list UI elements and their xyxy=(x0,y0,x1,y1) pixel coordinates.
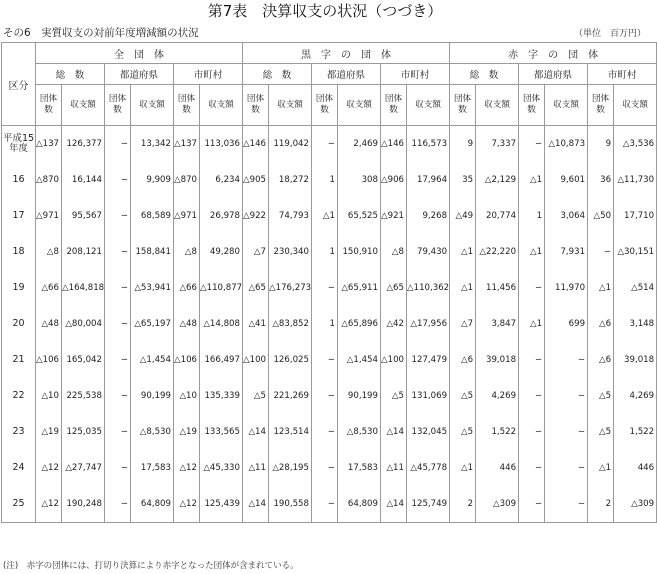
cell-amount: 90,199 xyxy=(131,378,174,414)
row-year: 22 xyxy=(2,378,36,414)
table-row xyxy=(2,450,657,486)
header-count: 団体数 xyxy=(105,85,131,126)
cell-count: 1 xyxy=(312,162,338,198)
cell-amount: 64,809 xyxy=(338,486,381,523)
cell-amount: 308 xyxy=(338,162,381,198)
header-count: 団体数 xyxy=(36,85,62,126)
cell-amount: 2,469 xyxy=(338,126,381,163)
header-amount: 収支額 xyxy=(545,85,588,126)
cell-amount: △1,454 xyxy=(338,342,381,378)
cell-amount: △83,852 xyxy=(269,306,312,342)
cell-amount: 65,525 xyxy=(338,198,381,234)
header-count: 団体数 xyxy=(381,85,407,126)
cell-count: △19 xyxy=(174,414,200,450)
cell-count: △5 xyxy=(450,414,476,450)
cell-count: △7 xyxy=(450,306,476,342)
cell-amount: 9,909 xyxy=(131,162,174,198)
cell-count: △146 xyxy=(381,126,407,163)
cell-count: − xyxy=(519,450,545,486)
cell-count: △65 xyxy=(381,270,407,306)
cell-count: △5 xyxy=(588,414,614,450)
header-subgroup-municipality: 市町村 xyxy=(174,64,243,85)
cell-count: △12 xyxy=(36,450,62,486)
cell-amount: 9,268 xyxy=(407,198,450,234)
cell-count: △137 xyxy=(36,126,62,163)
cell-amount: 4,269 xyxy=(614,378,657,414)
cell-amount: △14,808 xyxy=(200,306,243,342)
header-count: 団体数 xyxy=(519,85,545,126)
row-year: 23 xyxy=(2,414,36,450)
cell-count: △48 xyxy=(36,306,62,342)
cell-count: 9 xyxy=(588,126,614,163)
cell-count: − xyxy=(105,450,131,486)
cell-amount: 90,199 xyxy=(338,378,381,414)
cell-count: △146 xyxy=(243,126,269,163)
cell-count: △19 xyxy=(36,414,62,450)
cell-amount: △309 xyxy=(476,486,519,523)
cell-count: △6 xyxy=(588,306,614,342)
header-count: 団体数 xyxy=(243,85,269,126)
cell-count: 1 xyxy=(519,198,545,234)
cell-amount: 3,847 xyxy=(476,306,519,342)
cell-amount: 158,841 xyxy=(131,234,174,270)
cell-count: − xyxy=(588,234,614,270)
header-subgroup-total: 総 数 xyxy=(243,64,312,85)
cell-amount: 7,337 xyxy=(476,126,519,163)
cell-amount: 9,601 xyxy=(545,162,588,198)
cell-amount: 699 xyxy=(545,306,588,342)
cell-amount: △65,911 xyxy=(338,270,381,306)
cell-amount: △8,530 xyxy=(131,414,174,450)
cell-count: △971 xyxy=(174,198,200,234)
cell-amount: 135,339 xyxy=(200,378,243,414)
cell-count: 35 xyxy=(450,162,476,198)
cell-amount: △53,941 xyxy=(131,270,174,306)
cell-count: − xyxy=(519,342,545,378)
header-amount: 収支額 xyxy=(269,85,312,126)
cell-amount: 126,025 xyxy=(269,342,312,378)
cell-count: − xyxy=(105,162,131,198)
cell-count: 36 xyxy=(588,162,614,198)
cell-count: △921 xyxy=(381,198,407,234)
header-amount: 収支額 xyxy=(131,85,174,126)
cell-count: − xyxy=(105,486,131,523)
cell-count: − xyxy=(312,450,338,486)
cell-count: − xyxy=(312,378,338,414)
cell-amount: △2,129 xyxy=(476,162,519,198)
cell-amount: 17,964 xyxy=(407,162,450,198)
cell-amount: 125,035 xyxy=(62,414,105,450)
row-year: 平成15年度 xyxy=(2,126,36,163)
cell-amount: − xyxy=(545,450,588,486)
header-subgroup-total: 総 数 xyxy=(450,64,519,85)
cell-count: △8 xyxy=(174,234,200,270)
cell-count: △1 xyxy=(450,450,476,486)
cell-count: △7 xyxy=(243,234,269,270)
cell-count: − xyxy=(519,378,545,414)
table-row xyxy=(2,126,657,163)
cell-amount: 150,910 xyxy=(338,234,381,270)
cell-count: 2 xyxy=(450,486,476,523)
table-subtitle: その6 実質収支の対前年度増減額の状況 xyxy=(3,27,199,39)
table-row xyxy=(2,414,657,450)
cell-count: − xyxy=(105,378,131,414)
header-group-all: 全 団 体 xyxy=(36,43,243,64)
cell-count: − xyxy=(312,126,338,163)
cell-amount: △45,330 xyxy=(200,450,243,486)
cell-amount: 132,045 xyxy=(407,414,450,450)
cell-count: △14 xyxy=(243,414,269,450)
cell-count: △11 xyxy=(381,450,407,486)
cell-count: △870 xyxy=(36,162,62,198)
cell-count: △12 xyxy=(174,486,200,523)
cell-count: △42 xyxy=(381,306,407,342)
cell-count: △65 xyxy=(243,270,269,306)
cell-amount: 11,456 xyxy=(476,270,519,306)
cell-amount: 13,342 xyxy=(131,126,174,163)
cell-amount: 95,567 xyxy=(62,198,105,234)
cell-amount: 446 xyxy=(476,450,519,486)
row-year: 20 xyxy=(2,306,36,342)
cell-count: △971 xyxy=(36,198,62,234)
cell-count: △12 xyxy=(174,450,200,486)
cell-amount: 119,042 xyxy=(269,126,312,163)
cell-amount: 125,749 xyxy=(407,486,450,523)
cell-count: △14 xyxy=(381,414,407,450)
cell-count: △5 xyxy=(243,378,269,414)
cell-count: △5 xyxy=(381,378,407,414)
cell-count: △48 xyxy=(174,306,200,342)
header-amount: 収支額 xyxy=(62,85,105,126)
cell-count: − xyxy=(105,126,131,163)
cell-amount: − xyxy=(545,378,588,414)
header-subgroup-municipality: 市町村 xyxy=(588,64,657,85)
cell-count: △8 xyxy=(381,234,407,270)
cell-amount: 4,269 xyxy=(476,378,519,414)
table-body xyxy=(2,126,657,523)
footnote: (注) 赤字の団体には、打切り決算により赤字となった団体が含まれている。 xyxy=(3,561,299,571)
cell-amount: 127,479 xyxy=(407,342,450,378)
table-title: 第7表 決算収支の状況（つづき） xyxy=(207,2,443,20)
cell-count: △1 xyxy=(519,162,545,198)
row-year: 24 xyxy=(2,450,36,486)
header-amount: 収支額 xyxy=(614,85,657,126)
cell-count: − xyxy=(519,486,545,523)
row-year: 16 xyxy=(2,162,36,198)
cell-amount: △110,877 xyxy=(200,270,243,306)
table-row xyxy=(2,270,657,306)
cell-count: 2 xyxy=(588,486,614,523)
cell-count: − xyxy=(312,414,338,450)
header-group-deficit: 赤 字 の 団 体 xyxy=(450,43,657,64)
header-count: 団体数 xyxy=(174,85,200,126)
cell-count: − xyxy=(105,234,131,270)
cell-count: △5 xyxy=(588,378,614,414)
cell-amount: − xyxy=(545,414,588,450)
cell-count: △905 xyxy=(243,162,269,198)
cell-count: 1 xyxy=(312,234,338,270)
cell-count: 1 xyxy=(312,306,338,342)
cell-amount: 1,522 xyxy=(476,414,519,450)
cell-amount: 17,583 xyxy=(131,450,174,486)
cell-count: △14 xyxy=(243,486,269,523)
header-group-surplus: 黒 字 の 団 体 xyxy=(243,43,450,64)
cell-amount: △65,197 xyxy=(131,306,174,342)
header-count: 団体数 xyxy=(450,85,476,126)
header-amount: 収支額 xyxy=(338,85,381,126)
cell-amount: △80,004 xyxy=(62,306,105,342)
header-subgroup-total: 総 数 xyxy=(36,64,105,85)
cell-amount: 49,280 xyxy=(200,234,243,270)
cell-count: △1 xyxy=(519,234,545,270)
cell-amount: 68,589 xyxy=(131,198,174,234)
cell-count: − xyxy=(312,270,338,306)
cell-amount: 26,978 xyxy=(200,198,243,234)
header-kubun: 区分 xyxy=(2,43,36,126)
table-row xyxy=(2,378,657,414)
cell-amount: △3,536 xyxy=(614,126,657,163)
cell-amount: − xyxy=(545,342,588,378)
cell-count: − xyxy=(519,414,545,450)
cell-amount: 113,036 xyxy=(200,126,243,163)
cell-count: △1 xyxy=(519,306,545,342)
table-row xyxy=(2,234,657,270)
cell-amount: 11,970 xyxy=(545,270,588,306)
cell-count: △870 xyxy=(174,162,200,198)
header-subgroup-prefecture: 都道府県 xyxy=(519,64,588,85)
cell-count: − xyxy=(312,342,338,378)
cell-amount: 1,522 xyxy=(614,414,657,450)
cell-count: △1 xyxy=(588,450,614,486)
cell-amount: △110,362 xyxy=(407,270,450,306)
cell-amount: 79,430 xyxy=(407,234,450,270)
cell-amount: △17,956 xyxy=(407,306,450,342)
cell-amount: 165,042 xyxy=(62,342,105,378)
table-row xyxy=(2,306,657,342)
cell-amount: △176,273 xyxy=(269,270,312,306)
cell-amount: 208,121 xyxy=(62,234,105,270)
balance-table xyxy=(1,42,657,523)
cell-amount: 7,931 xyxy=(545,234,588,270)
header-count: 団体数 xyxy=(588,85,614,126)
cell-amount: △164,818 xyxy=(62,270,105,306)
cell-amount: △27,747 xyxy=(62,450,105,486)
cell-amount: △309 xyxy=(614,486,657,523)
cell-amount: 3,148 xyxy=(614,306,657,342)
cell-count: △1 xyxy=(588,270,614,306)
cell-count: △106 xyxy=(36,342,62,378)
cell-count: △12 xyxy=(36,486,62,523)
cell-amount: △30,151 xyxy=(614,234,657,270)
cell-amount: △514 xyxy=(614,270,657,306)
cell-amount: 64,809 xyxy=(131,486,174,523)
cell-count: − xyxy=(105,342,131,378)
row-year: 17 xyxy=(2,198,36,234)
cell-amount: 131,069 xyxy=(407,378,450,414)
cell-count: △10 xyxy=(36,378,62,414)
cell-amount: 74,793 xyxy=(269,198,312,234)
cell-amount: 190,558 xyxy=(269,486,312,523)
cell-count: △66 xyxy=(36,270,62,306)
cell-count: − xyxy=(105,306,131,342)
header-amount: 収支額 xyxy=(407,85,450,126)
row-year: 21 xyxy=(2,342,36,378)
cell-count: △106 xyxy=(174,342,200,378)
header-amount: 収支額 xyxy=(476,85,519,126)
cell-amount: 225,538 xyxy=(62,378,105,414)
cell-amount: 446 xyxy=(614,450,657,486)
cell-amount: 17,710 xyxy=(614,198,657,234)
table-row xyxy=(2,486,657,523)
cell-amount: 17,583 xyxy=(338,450,381,486)
cell-count: △100 xyxy=(381,342,407,378)
cell-count: △11 xyxy=(243,450,269,486)
table-row xyxy=(2,342,657,378)
row-year: 19 xyxy=(2,270,36,306)
cell-count: △906 xyxy=(381,162,407,198)
cell-count: △14 xyxy=(381,486,407,523)
cell-count: △41 xyxy=(243,306,269,342)
cell-count: △100 xyxy=(243,342,269,378)
cell-amount: 133,565 xyxy=(200,414,243,450)
cell-amount: 6,234 xyxy=(200,162,243,198)
cell-count: △50 xyxy=(588,198,614,234)
cell-count: − xyxy=(105,198,131,234)
cell-count: △6 xyxy=(588,342,614,378)
cell-amount: △65,896 xyxy=(338,306,381,342)
cell-amount: 39,018 xyxy=(614,342,657,378)
table-row xyxy=(2,162,657,198)
cell-amount: 116,573 xyxy=(407,126,450,163)
cell-amount: 39,018 xyxy=(476,342,519,378)
cell-amount: △1,454 xyxy=(131,342,174,378)
cell-amount: △22,220 xyxy=(476,234,519,270)
cell-count: △8 xyxy=(36,234,62,270)
table-row xyxy=(2,198,657,234)
cell-count: △1 xyxy=(312,198,338,234)
header-count: 団体数 xyxy=(312,85,338,126)
cell-count: △922 xyxy=(243,198,269,234)
cell-count: △1 xyxy=(450,270,476,306)
cell-count: △49 xyxy=(450,198,476,234)
cell-amount: 126,377 xyxy=(62,126,105,163)
row-year: 18 xyxy=(2,234,36,270)
cell-count: 9 xyxy=(450,126,476,163)
cell-count: △137 xyxy=(174,126,200,163)
cell-amount: △28,195 xyxy=(269,450,312,486)
cell-amount: △11,730 xyxy=(614,162,657,198)
cell-amount: 230,340 xyxy=(269,234,312,270)
cell-count: − xyxy=(519,270,545,306)
unit-label: （単位 百万円） xyxy=(573,29,646,39)
cell-amount: 16,144 xyxy=(62,162,105,198)
header-subgroup-prefecture: 都道府県 xyxy=(105,64,174,85)
cell-count: △1 xyxy=(450,234,476,270)
cell-count: − xyxy=(105,414,131,450)
cell-amount: 166,497 xyxy=(200,342,243,378)
cell-amount: − xyxy=(545,486,588,523)
cell-count: △5 xyxy=(450,378,476,414)
cell-amount: 190,248 xyxy=(62,486,105,523)
cell-count: △66 xyxy=(174,270,200,306)
cell-count: − xyxy=(105,270,131,306)
cell-count: △6 xyxy=(450,342,476,378)
cell-amount: △10,873 xyxy=(545,126,588,163)
header-subgroup-municipality: 市町村 xyxy=(381,64,450,85)
cell-amount: 20,774 xyxy=(476,198,519,234)
cell-amount: 18,272 xyxy=(269,162,312,198)
row-year: 25 xyxy=(2,486,36,523)
header-subgroup-prefecture: 都道府県 xyxy=(312,64,381,85)
cell-amount: 123,514 xyxy=(269,414,312,450)
cell-amount: 3,064 xyxy=(545,198,588,234)
header-amount: 収支額 xyxy=(200,85,243,126)
cell-count: △10 xyxy=(174,378,200,414)
cell-count: − xyxy=(312,486,338,523)
cell-count: − xyxy=(519,126,545,163)
cell-amount: 125,439 xyxy=(200,486,243,523)
cell-amount: △8,530 xyxy=(338,414,381,450)
cell-amount: 221,269 xyxy=(269,378,312,414)
cell-amount: △45,778 xyxy=(407,450,450,486)
